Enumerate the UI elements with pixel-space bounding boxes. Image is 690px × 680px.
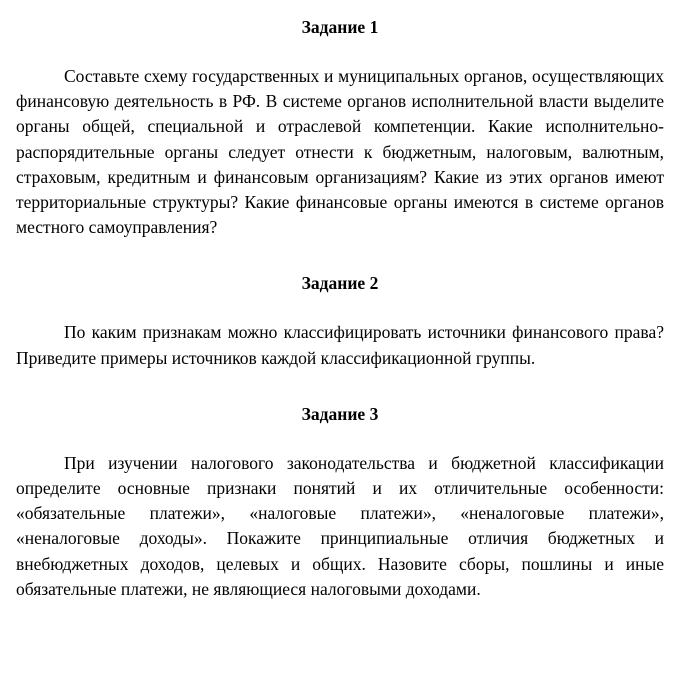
task-2-heading: Задание 2 xyxy=(301,273,379,294)
task-1-heading: Задание 1 xyxy=(301,17,379,37)
task-1-text: Составьте схему государственных и муниципальных органов, осуществляющих финансовую деятельность в РФ. В системе органов исполнительной власти выделите органы общей, специальной и отраслевой компетенции. Какие исполнительно-распорядительные органы следует отнести к бюджетным, налоговым, валютным, страховым, кредитным и финансовым организациям? Какие из этих органов имеют территориальные структуры? Какие финансовые органы имеются в системе органов местного самоуправления? xyxy=(16,66,664,238)
task-3-text: При изучении налогового законодательства и бюджетной классификации определите основные признаки понятий и их отличительные особенности: «обязательные платежи», «налоговые платежи», «неналоговые платежи», «неналоговые доходы». Покажите принципиальные отличия бюджетных и внебюджетных доходов, целевых и общих. Назовите сборы, пошлины и иные обязательные платежи, не являющиеся налоговыми доходами. xyxy=(16,452,664,599)
task-3 xyxy=(16,399,664,602)
document-page xyxy=(16,12,664,602)
task-3-heading: Задание 3 xyxy=(301,403,379,424)
task-2-text: По каким признакам можно классифицировать источники финансового права? Приведите примеры источников каждой классификационной группы. xyxy=(16,322,664,368)
task-1 xyxy=(16,12,664,240)
task-2 xyxy=(16,268,664,370)
